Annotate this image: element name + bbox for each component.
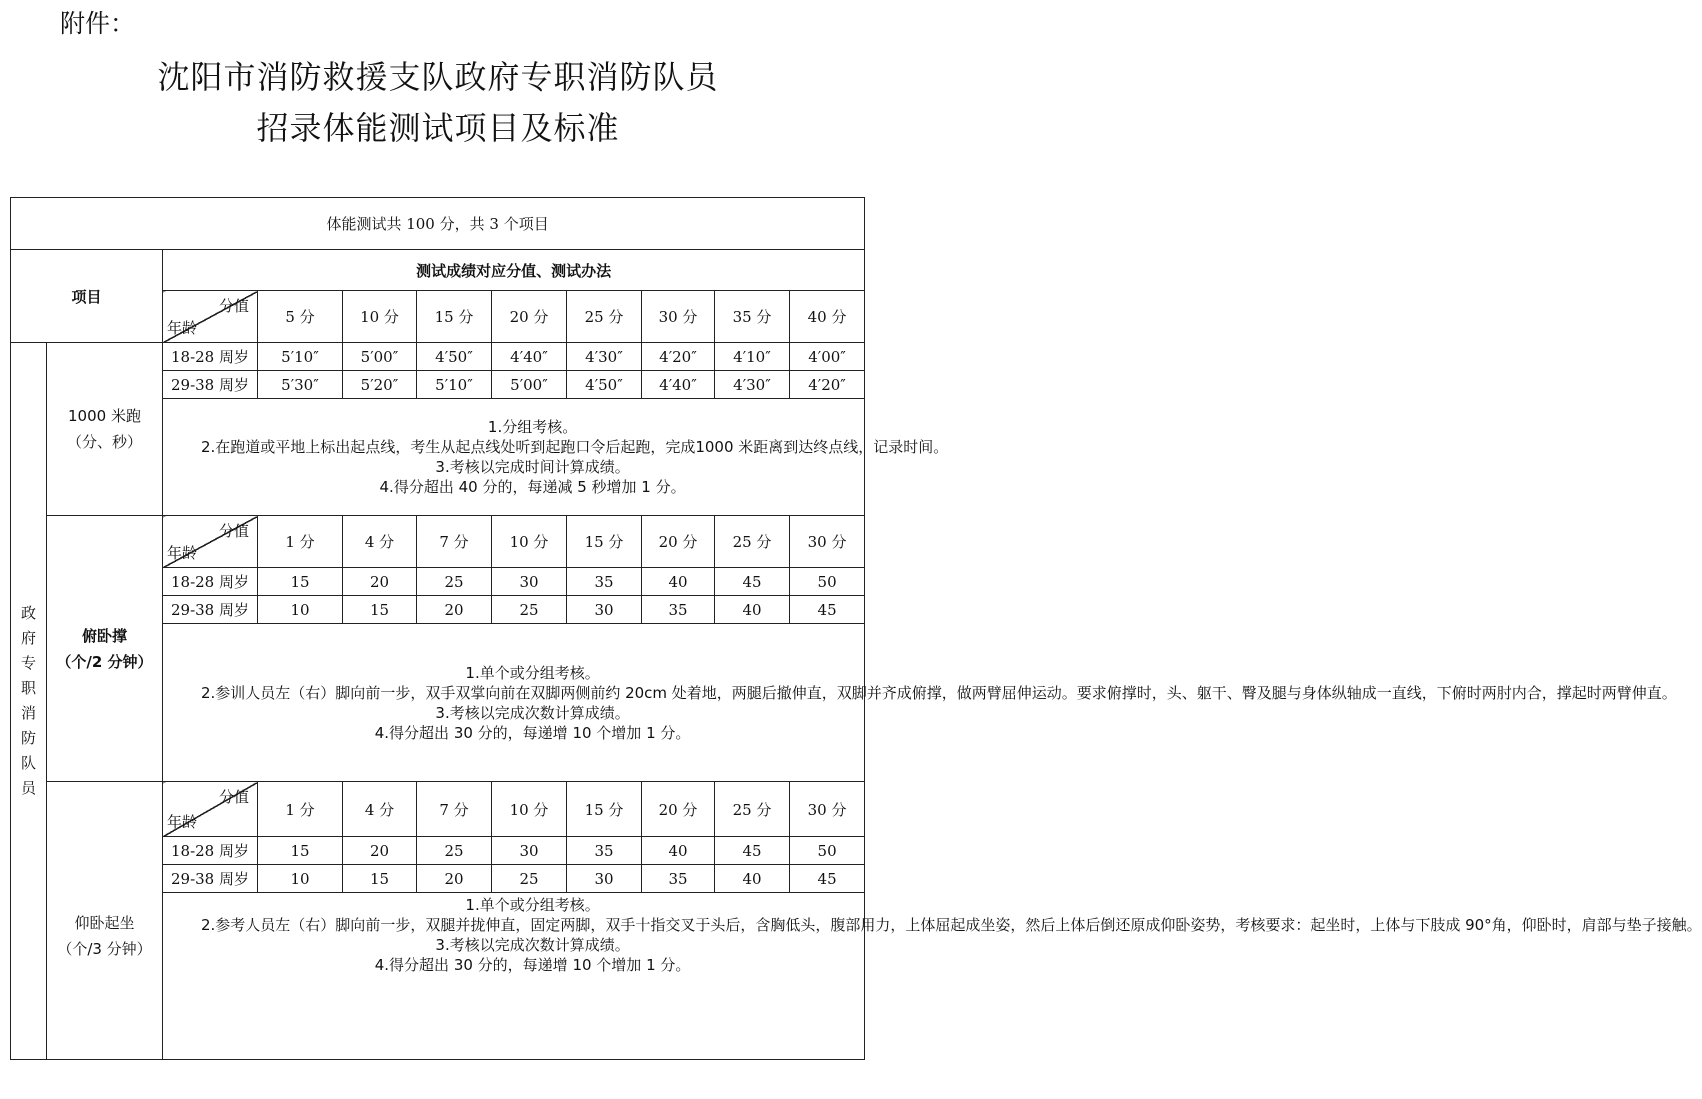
- value-cell: 20: [417, 865, 492, 893]
- attachment-label: 附件：: [60, 9, 136, 38]
- value-cell: 40: [642, 837, 715, 865]
- value-cell: 35: [567, 837, 642, 865]
- score-cell: 10 分: [343, 291, 417, 343]
- pushup-score-row: [11, 516, 865, 568]
- value-cell: 4′40″: [642, 371, 715, 399]
- value-cell: 4′30″: [567, 343, 642, 371]
- score-cell: 35 分: [715, 291, 790, 343]
- score-cell: 20 分: [492, 291, 567, 343]
- age-cell: 29-38 周岁: [163, 371, 258, 399]
- diag-age-label: 年龄: [167, 319, 198, 337]
- score-cell: 10 分: [492, 516, 567, 568]
- group-label-vertical: 政 府 专 职 消 防 队 员: [11, 343, 47, 1060]
- value-cell: 35: [567, 568, 642, 596]
- diag-age-label: 年龄: [167, 544, 198, 562]
- value-cell: 15: [343, 596, 417, 624]
- age-cell: 29-38 周岁: [163, 865, 258, 893]
- score-cell: 1 分: [258, 782, 343, 837]
- value-cell: 4′50″: [417, 343, 492, 371]
- value-cell: 30: [492, 568, 567, 596]
- value-cell: 45: [790, 596, 865, 624]
- value-cell: 4′40″: [492, 343, 567, 371]
- value-cell: 10: [258, 596, 343, 624]
- fitness-test-table: [10, 197, 1702, 1060]
- situp-diagonal-cell: [163, 782, 258, 837]
- value-cell: 45: [715, 568, 790, 596]
- score-cell: 4 分: [343, 782, 417, 837]
- value-cell: 20: [417, 596, 492, 624]
- value-cell: 5′20″: [343, 371, 417, 399]
- value-cell: 4′00″: [790, 343, 865, 371]
- value-cell: 40: [642, 568, 715, 596]
- value-cell: 4′50″: [567, 371, 642, 399]
- item-name-pushup: 俯卧撑 （个/2 分钟）: [47, 516, 163, 782]
- header-scores-caption: 测试成绩对应分值、测试办法: [163, 250, 865, 291]
- score-cell: 30 分: [790, 782, 865, 837]
- score-cell: 15 分: [567, 516, 642, 568]
- value-cell: 15: [258, 837, 343, 865]
- score-cell: 25 分: [715, 782, 790, 837]
- score-cell: 30 分: [790, 516, 865, 568]
- score-cell: 30 分: [642, 291, 715, 343]
- value-cell: 4′10″: [715, 343, 790, 371]
- score-cell: 20 分: [642, 782, 715, 837]
- score-cell: 7 分: [417, 782, 492, 837]
- value-cell: 10: [258, 865, 343, 893]
- value-cell: 5′30″: [258, 371, 343, 399]
- age-cell: 18-28 周岁: [163, 837, 258, 865]
- age-cell: 18-28 周岁: [163, 343, 258, 371]
- score-cell: 25 分: [567, 291, 642, 343]
- summary-cell: 体能测试共 100 分，共 3 个项目: [11, 198, 865, 250]
- value-cell: 40: [715, 596, 790, 624]
- score-cell: 40 分: [790, 291, 865, 343]
- score-cell: 25 分: [715, 516, 790, 568]
- value-cell: 5′10″: [258, 343, 343, 371]
- value-cell: 4′20″: [642, 343, 715, 371]
- diag-score-label: 分值: [218, 522, 249, 540]
- table-row: [11, 343, 865, 371]
- header-diagonal-cell: [163, 291, 258, 343]
- value-cell: 35: [642, 865, 715, 893]
- diag-age-label: 年龄: [167, 813, 198, 831]
- age-cell: 18-28 周岁: [163, 568, 258, 596]
- value-cell: 45: [715, 837, 790, 865]
- value-cell: 5′00″: [343, 343, 417, 371]
- value-cell: 25: [492, 596, 567, 624]
- value-cell: 5′10″: [417, 371, 492, 399]
- value-cell: 50: [790, 837, 865, 865]
- value-cell: 25: [492, 865, 567, 893]
- score-cell: 7 分: [417, 516, 492, 568]
- score-cell: 20 分: [642, 516, 715, 568]
- method-pushup: 1.单个或分组考核。 2.参训人员左（右）脚向前一步，双手双掌向前在双脚两侧前约 20cm 处着地，两腿后撤伸直，双脚并齐成俯撑，做两臂屈伸运动。要求俯撑时，头、躯干、臀及腿与身体纵轴成一直线，下俯时两肘内合，撑起时两臂伸直。 3.考核以完成次数计算成绩。 4.得分超出 30 分的，每递增 10 个增加 1 分。: [163, 624, 865, 782]
- situp-score-row: [11, 782, 865, 837]
- value-cell: 25: [417, 837, 492, 865]
- value-cell: 30: [567, 865, 642, 893]
- diag-score-label: 分值: [218, 297, 249, 315]
- score-cell: 1 分: [258, 516, 343, 568]
- value-cell: 5′00″: [492, 371, 567, 399]
- pushup-diagonal-cell: [163, 516, 258, 568]
- value-cell: 15: [343, 865, 417, 893]
- value-cell: 35: [642, 596, 715, 624]
- header-project: 项目: [11, 250, 163, 343]
- method-situp: 1.单个或分组考核。 2.参考人员左（右）脚向前一步，双腿并拢伸直，固定两脚，双手十指交叉于头后，含胸低头，腹部用力，上体屈起成坐姿，然后上体后倒还原成仰卧姿势，考核要求：起坐时，上体与下肢成 90°角，仰卧时，肩部与垫子接触。 3.考核以完成次数计算成绩。 4.得分超出 30 分的，每递增 10 个增加 1 分。: [163, 893, 865, 1060]
- method-run: 1.分组考核。 2.在跑道或平地上标出起点线，考生从起点线处听到起跑口令后起跑，完成1000 米距离到达终点线，记录时间。 3.考核以完成时间计算成绩。 4.得分超出 40 分的，每递减 5 秒增加 1 分。: [163, 399, 865, 516]
- value-cell: 40: [715, 865, 790, 893]
- value-cell: 20: [343, 568, 417, 596]
- value-cell: 20: [343, 837, 417, 865]
- document-title-line1: 沈阳市消防救援支队政府专职消防队员: [157, 58, 719, 96]
- value-cell: 30: [567, 596, 642, 624]
- value-cell: 15: [258, 568, 343, 596]
- score-cell: 10 分: [492, 782, 567, 837]
- value-cell: 4′20″: [790, 371, 865, 399]
- age-cell: 29-38 周岁: [163, 596, 258, 624]
- value-cell: 4′30″: [715, 371, 790, 399]
- diag-score-label: 分值: [218, 788, 249, 806]
- item-name-situp: 仰卧起坐 （个/3 分钟）: [47, 782, 163, 1060]
- item-name-run: 1000 米跑 （分、秒）: [47, 343, 163, 516]
- value-cell: 45: [790, 865, 865, 893]
- value-cell: 50: [790, 568, 865, 596]
- score-cell: 4 分: [343, 516, 417, 568]
- score-cell: 5 分: [258, 291, 343, 343]
- value-cell: 25: [417, 568, 492, 596]
- value-cell: 30: [492, 837, 567, 865]
- score-cell: 15 分: [567, 782, 642, 837]
- document-title-line2: 招录体能测试项目及标准: [256, 109, 620, 147]
- score-cell: 15 分: [417, 291, 492, 343]
